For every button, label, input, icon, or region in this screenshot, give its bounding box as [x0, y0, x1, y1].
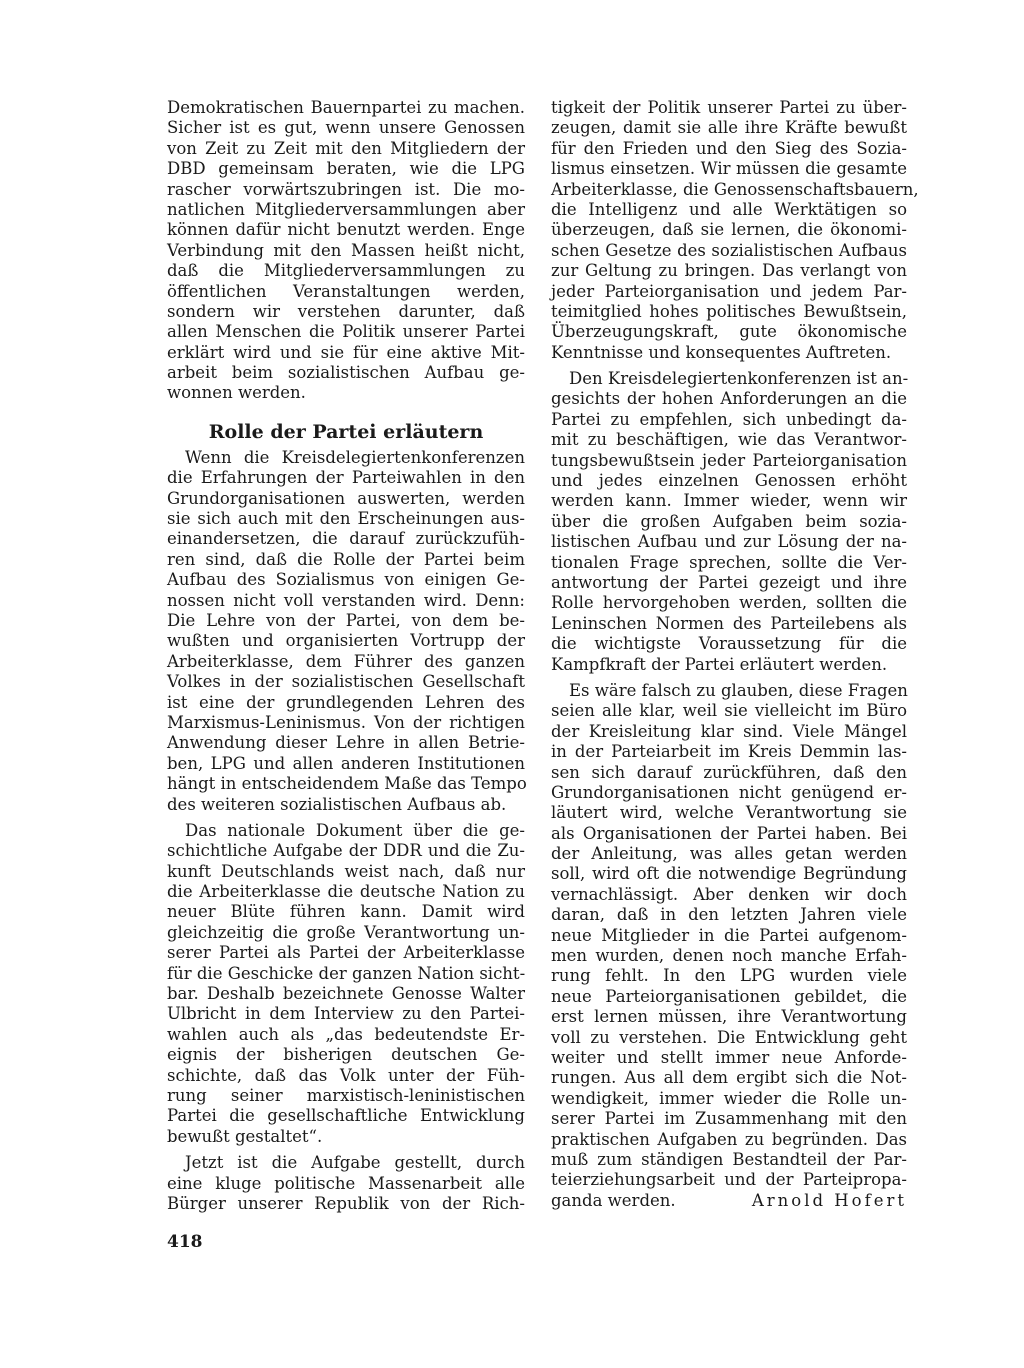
text-line: arbeit beim sozialistischen Aufbau ge- [167, 363, 525, 383]
text-line: Den Kreisdelegiertenkonferenzen ist an- [569, 369, 909, 389]
text-line: Grundorganisationen nicht genügend er- [551, 782, 907, 802]
text-line: muß zum ständigen Bestandteil der Par- [551, 1149, 907, 1169]
text-line: zur Geltung zu bringen. Das verlangt von [551, 261, 907, 281]
text-line: neue Parteiorganisationen gebildet, die [551, 986, 907, 1006]
text-line: Volkes in der sozialistischen Gesellschaft [167, 672, 525, 692]
text-line: für die Geschicke der ganzen Nation sicht- [167, 963, 526, 983]
section-heading: Rolle der Partei erläutern [208, 420, 484, 443]
text-line: serer Partei im Zusammenhang mit den [551, 1109, 907, 1129]
text-line: schen Gesetze des sozialistischen Aufbaus [551, 240, 907, 260]
page-number: 418 [167, 1232, 203, 1252]
text-line: tionalen Frage sprechen, sollte die Ver- [551, 552, 907, 572]
text-line: lismus einsetzen. Wir müssen die gesamte [551, 159, 907, 179]
text-line: ben, LPG und allen anderen Institutionen [167, 753, 525, 773]
text-line: die Arbeiterklasse die deutsche Nation zu [167, 882, 525, 902]
text-line: daß die Mitgliederversammlungen zu [167, 261, 525, 281]
text-line: über die großen Aufgaben beim sozia- [551, 511, 907, 531]
text-line: für den Frieden und den Sieg des Sozia- [551, 138, 907, 158]
text-line: allen Menschen die Politik unserer Partei [167, 322, 525, 342]
text-line: die Intelligenz und alle Werktätigen so [551, 199, 907, 219]
text-line: Aufbau des Sozialismus von einigen Ge- [167, 570, 525, 590]
text-line: Anwendung dieser Lehre in allen Betrie- [167, 733, 525, 753]
text-line: öffentlichen Veranstaltungen werden, [167, 281, 525, 301]
text-line: der Anleitung, was alles getan werden [551, 844, 907, 864]
paragraph [167, 1153, 525, 1214]
text-line: rung fehlt. In den LPG wurden viele [551, 966, 907, 986]
text-line: und jedes einzelnen Genossen erhöht [551, 471, 907, 491]
text-line: Partei zu empfehlen, sich unbedingt da- [551, 409, 907, 429]
text-line: sen sich darauf zurückführen, daß den [551, 762, 907, 782]
right-column [551, 98, 919, 1211]
text-line: wahlen auch als „das bedeutendste Er- [167, 1024, 525, 1044]
text-line: Die Lehre von der Partei, von dem be- [167, 610, 525, 630]
text-line: rascher vorwärtszubringen ist. Die mo- [167, 179, 525, 199]
text-line: teierziehungsarbeit und der Parteipropa- [551, 1170, 907, 1190]
text-line: tigkeit der Politik unserer Partei zu über- [551, 98, 907, 117]
text-line: Leninschen Normen des Parteilebens als [551, 613, 907, 633]
text-line: überzeugen, daß sie lernen, die ökonomi- [551, 220, 907, 240]
text-line: Bürger unserer Republik von der Rich- [167, 1193, 525, 1213]
text-line: Es wäre falsch zu glauben, diese Fragen [569, 680, 908, 700]
text-line: Das nationale Dokument über die ge- [185, 820, 525, 840]
text-line: wußten und organisierten Vortrupp der [167, 631, 525, 651]
text-line: rung seiner marxistisch-leninistischen [167, 1085, 525, 1105]
text-line: serer Partei als Partei der Arbeiterklasse [167, 943, 525, 963]
text-line: erst lernen müssen, ihre Verantwortung [551, 1007, 907, 1027]
paragraph [551, 681, 907, 1191]
text-line: Jetzt ist die Aufgabe gestellt, durch [185, 1153, 525, 1173]
text-line: teimitglied hohes politisches Bewußtsein, [551, 301, 907, 321]
text-line: Verbindung mit den Massen heißt nicht, [167, 240, 525, 260]
text-line: listischen Aufbau und zur Lösung der na- [551, 532, 907, 552]
text-line: eignis der bisherigen deutschen Ge- [167, 1045, 525, 1065]
final-line [551, 1191, 907, 1211]
text-line: schichtliche Aufgabe der DDR und die Zu- [167, 841, 525, 861]
text-line: Rolle hervorgehoben werden, sollten die [551, 593, 907, 613]
text-line: die wichtigste Voraussetzung für die [551, 634, 907, 654]
text-line: werden kann. Immer wieder, wenn wir [551, 491, 907, 511]
text-line: jeder Parteiorganisation und jedem Par- [551, 281, 907, 301]
text-line: Kampfkraft der Partei erläutert werden. [551, 654, 888, 674]
text-line: neuer Blüte führen kann. Damit wird [167, 902, 525, 922]
text-line: der Kreisleitung klar sind. Viele Mängel [551, 721, 907, 741]
text-line: schichte, daß das Volk unter der Füh- [167, 1065, 525, 1085]
text-line: läutert wird, welche Verantwortung sie [551, 803, 907, 823]
text-line: bar. Deshalb bezeichnete Genosse Walter [167, 984, 525, 1004]
text-line: Partei die gesellschaftliche Entwicklung [167, 1106, 525, 1126]
text-line: Überzeugungskraft, gute ökonomische [551, 322, 907, 342]
text-line: kunft Deutschlands weist nach, daß nur [167, 861, 525, 881]
paragraph [167, 821, 525, 1147]
text-line: ist eine der grundlegenden Lehren des [167, 692, 525, 712]
text-line: mit zu beschäftigen, wie das Verantwor- [551, 430, 907, 450]
text-line: in der Parteiarbeit im Kreis Demmin las- [551, 742, 907, 762]
final-line-text: ganda werden. [551, 1190, 676, 1210]
text-line: nossen nicht voll verstanden wird. Denn: [167, 590, 525, 610]
text-line: neue Mitglieder in die Partei aufgenom- [551, 925, 907, 945]
text-line: Arbeiterklasse, dem Führer des ganzen [167, 651, 525, 671]
text-line: vernachlässigt. Aber denken wir doch [551, 884, 907, 904]
text-line: Ulbricht in dem Interview zu den Partei- [167, 1004, 525, 1024]
text-line: natlichen Mitgliederversammlungen aber [167, 199, 525, 219]
text-line: hängt in entscheidendem Maße das Tempo [167, 774, 527, 794]
text-line: daran, daß in den letzten Jahren viele [551, 905, 907, 925]
text-line: men wurden, denen noch manche Erfah- [551, 946, 907, 966]
text-line: Sicher ist es gut, wenn unsere Genossen [167, 118, 525, 138]
text-line: zeugen, damit sie alle ihre Kräfte bewußt [551, 118, 907, 138]
text-line: wonnen werden. [167, 383, 306, 403]
text-line: gleichzeitig die große Verantwortung un- [167, 922, 525, 942]
text-line: des weiteren sozialistischen Aufbaus ab. [167, 794, 507, 814]
paragraph [167, 98, 525, 404]
text-line: Arbeiterklasse, die Genossenschaftsbauern, [551, 179, 919, 199]
paragraph [167, 448, 525, 815]
text-line: als Organisationen der Partei haben. Bei [551, 823, 907, 843]
text-line: Wenn die Kreisdelegiertenkonferenzen [185, 447, 525, 467]
left-column [167, 98, 525, 1214]
text-line: die Erfahrungen der Parteiwahlen in den [167, 468, 525, 488]
text-line: ren sind, daß die Rolle der Partei beim [167, 549, 525, 569]
text-line: bewußt gestaltet“. [167, 1126, 323, 1146]
paragraph [551, 369, 907, 675]
text-line: Kenntnisse und konsequentes Auftreten. [551, 342, 892, 362]
text-line: können dafür nicht benutzt werden. Enge [167, 220, 525, 240]
text-line: antwortung der Partei gezeigt und ihre [551, 572, 907, 592]
text-line: Marxismus-Leninismus. Von der richtigen [167, 712, 525, 732]
text-line: Grundorganisationen auswerten, werden [167, 488, 525, 508]
text-line: wendigkeit, immer wieder die Rolle un- [551, 1088, 907, 1108]
text-line: soll, wird oft die notwendige Begründung [551, 864, 907, 884]
text-line: voll zu verstehen. Die Entwicklung geht [551, 1027, 907, 1047]
text-line: einandersetzen, die darauf zurückzufüh- [167, 529, 525, 549]
text-line: von Zeit zu Zeit mit den Mitgliedern der [167, 138, 525, 158]
text-line: weiter und stellt immer neue Anforde- [551, 1047, 907, 1067]
text-line: tungsbewußtsein jeder Parteiorganisation [551, 450, 907, 470]
text-line: Demokratischen Bauernpartei zu machen. [167, 98, 525, 117]
text-line: sie sich auch mit den Erscheinungen aus- [167, 509, 525, 529]
text-line: sondern wir verstehen darunter, daß [167, 301, 525, 321]
text-line: DBD gemeinsam beraten, wie die LPG [167, 159, 525, 179]
text-line: rungen. Aus all dem ergibt sich die Not- [551, 1068, 907, 1088]
author-signature: Arnold Hofert [751, 1190, 907, 1210]
text-line: erklärt wird und sie für eine aktive Mit- [167, 342, 525, 362]
paragraph [551, 98, 919, 363]
text-line: gesichts der hohen Anforderungen an die [551, 389, 907, 409]
text-line: praktischen Aufgaben zu begründen. Das [551, 1129, 907, 1149]
text-line: eine kluge politische Massenarbeit alle [167, 1173, 525, 1193]
text-line: seien alle klar, weil sie vielleicht im Büro [551, 701, 907, 721]
